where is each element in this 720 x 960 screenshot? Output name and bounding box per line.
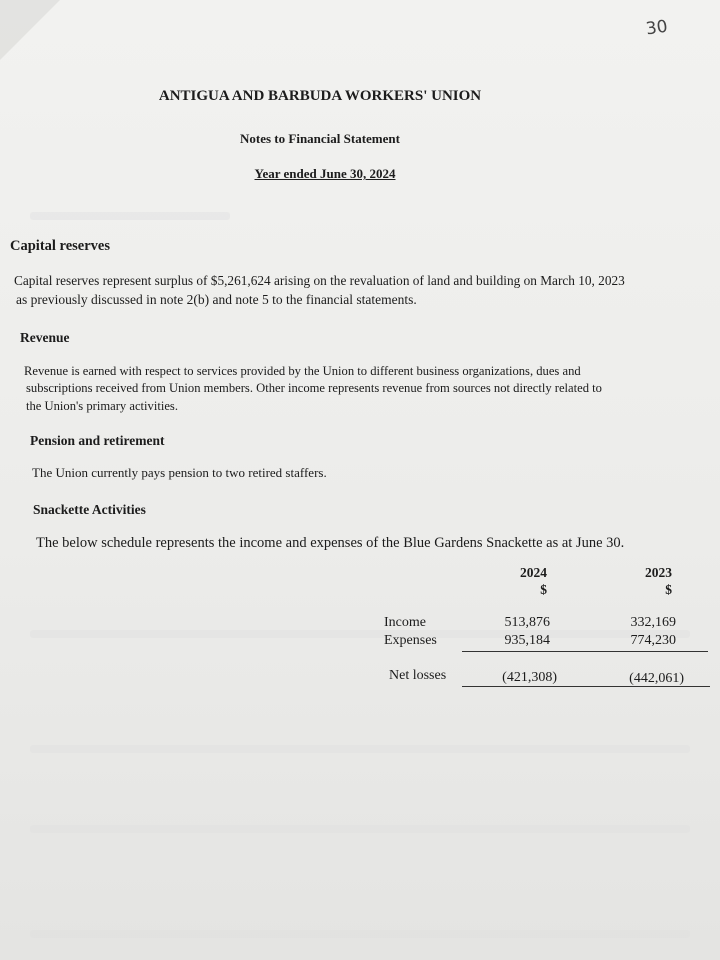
bleed-through [30, 825, 690, 833]
capital-reserves-line1: Capital reserves represent surplus of $5,261,624 arising on the revaluation of land and building on March 10, 2023 [14, 273, 625, 288]
document-subtitle: Notes to Financial Statement [240, 131, 400, 146]
section-heading-pension: Pension and retirement [30, 433, 165, 448]
table-cell: 774,230 [630, 633, 676, 648]
revenue-line1: Revenue is earned with respect to services provided by the Union to different business organizations, dues and [24, 364, 581, 378]
column-year-2023: 2023 [645, 565, 672, 580]
table-cell: (442,061) [629, 671, 684, 686]
row-label-income: Income [384, 615, 426, 630]
revenue-line3: the Union's primary activities. [26, 399, 178, 413]
section-heading-capital-reserves: Capital reserves [10, 238, 110, 254]
pension-line1: The Union currently pays pension to two retired staffers. [32, 465, 327, 480]
row-label-expenses: Expenses [384, 633, 437, 648]
section-heading-snackette: Snackette Activities [33, 502, 146, 517]
column-currency-2023: $ [665, 582, 672, 597]
bleed-through [30, 212, 230, 220]
bleed-through [30, 930, 690, 938]
table-cell: 332,169 [630, 615, 676, 630]
row-label-net-losses: Net losses [389, 668, 447, 683]
organization-title: ANTIGUA AND BARBUDA WORKERS' UNION [158, 88, 482, 104]
subtotal-rule [462, 651, 708, 652]
revenue-line2: subscriptions received from Union members. Other income represents revenue from sources not directly related to [26, 381, 602, 395]
table-cell: 935,184 [504, 633, 550, 648]
capital-reserves-line2: as previously discussed in note 2(b) and note 5 to the financial statements. [16, 292, 417, 307]
snackette-intro: The below schedule represents the income and expenses of the Blue Gardens Snackette as at June 30. [36, 535, 625, 551]
page-fold [0, 0, 60, 60]
handwritten-page-number: 30 [644, 16, 669, 40]
table-cell: (421,308) [502, 670, 557, 685]
total-rule [462, 686, 710, 687]
bleed-through [30, 745, 690, 753]
period-heading: Year ended June 30, 2024 [254, 166, 396, 181]
section-heading-revenue: Revenue [20, 330, 70, 345]
column-year-2024: 2024 [520, 565, 547, 580]
table-cell: 513,876 [504, 615, 550, 630]
column-currency-2024: $ [540, 582, 547, 597]
